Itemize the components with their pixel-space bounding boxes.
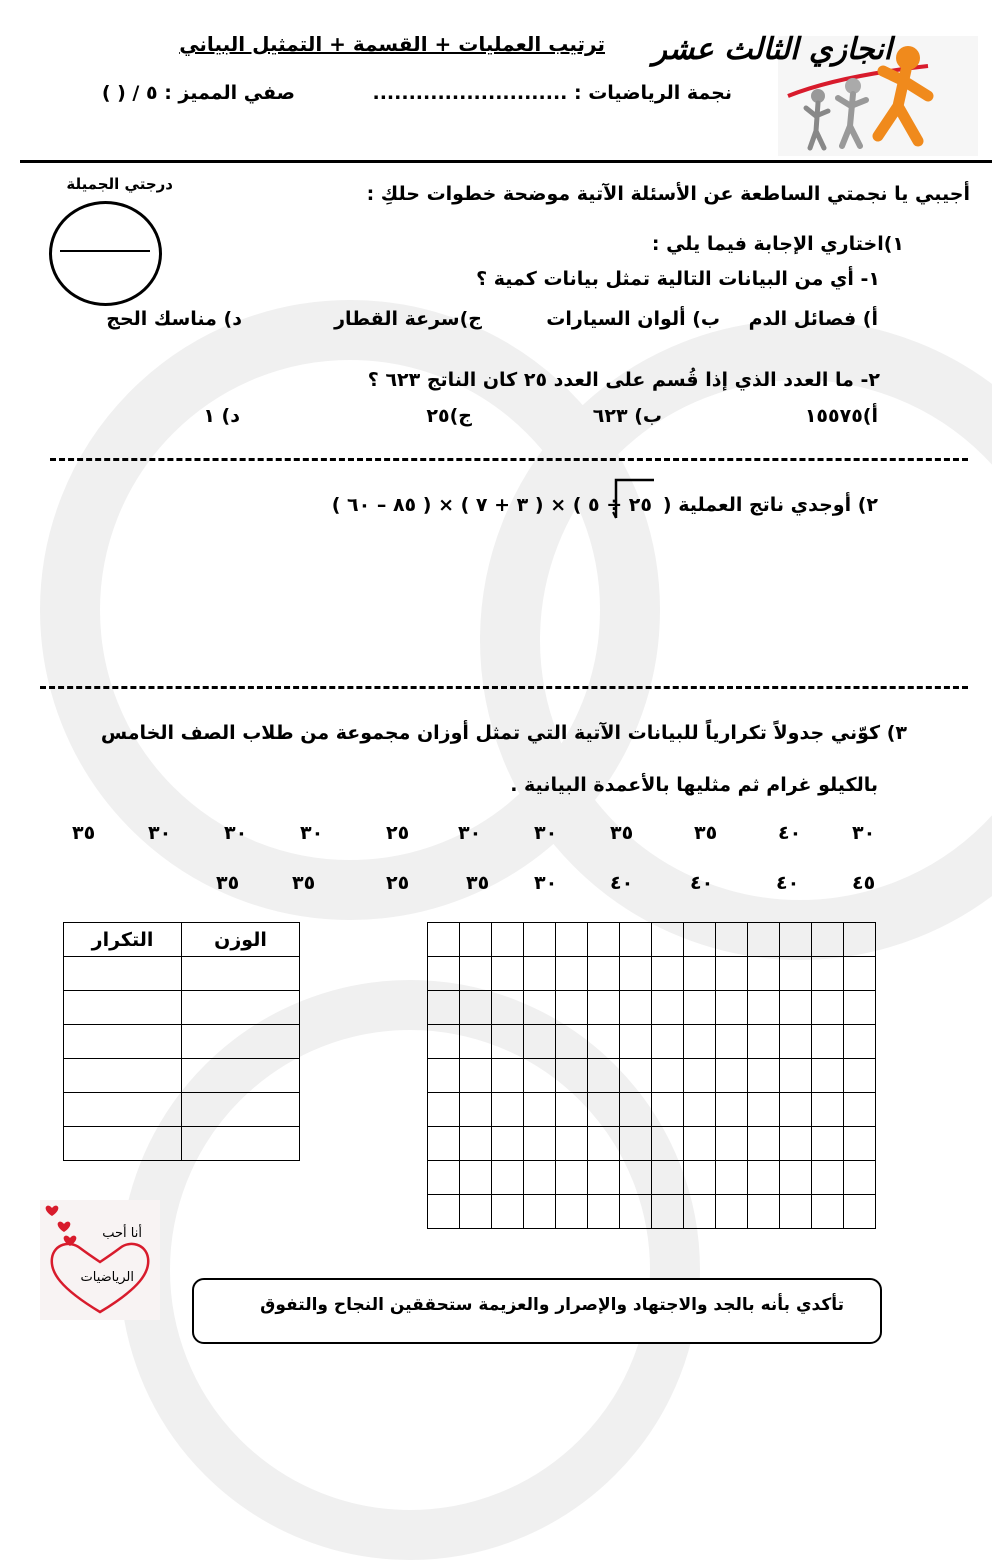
- grid-cell[interactable]: [844, 923, 876, 957]
- data-value: ٣٥: [292, 872, 316, 894]
- grid-cell[interactable]: [652, 1093, 684, 1127]
- data-value: ٣٠: [852, 822, 876, 844]
- grid-cell[interactable]: [620, 1093, 652, 1127]
- logo-title: انجازي الثالث عشر: [652, 32, 892, 67]
- grid-cell[interactable]: [684, 1195, 716, 1229]
- grid-cell[interactable]: [652, 1025, 684, 1059]
- data-value: ٣٥: [694, 822, 718, 844]
- data-value: ٢٥: [386, 822, 410, 844]
- intro-text: أجيبي يا نجمتي الساطعة عن الأسئلة الآتية موضحة خطوات حلكِ :: [366, 183, 970, 205]
- grid-cell[interactable]: [556, 923, 588, 957]
- grid-cell[interactable]: [556, 991, 588, 1025]
- data-value: ٣٠: [534, 822, 558, 844]
- grid-cell[interactable]: [556, 1127, 588, 1161]
- data-value: ٣٥: [610, 822, 634, 844]
- grid-cell[interactable]: [588, 1127, 620, 1161]
- grid-cell[interactable]: [684, 957, 716, 991]
- grid-cell[interactable]: [716, 1059, 748, 1093]
- grid-cell[interactable]: [844, 1059, 876, 1093]
- grid-row: [428, 1127, 876, 1161]
- grid-cell[interactable]: [780, 991, 812, 1025]
- q1-item2-option-d: د) ١: [203, 405, 240, 427]
- grid-cell[interactable]: [748, 923, 780, 957]
- table-row: [64, 1025, 300, 1059]
- grid-cell[interactable]: [780, 1025, 812, 1059]
- table-row: [64, 1059, 300, 1093]
- grid-cell[interactable]: [460, 1195, 492, 1229]
- grid-cell[interactable]: [812, 1195, 844, 1229]
- grid-cell[interactable]: [556, 1195, 588, 1229]
- table-row: [64, 1093, 300, 1127]
- q1-item2-question: ٢- ما العدد الذي إذا قُسم على العدد ٢٥ كان الناتج ٦٢٣ ؟: [367, 369, 880, 391]
- frequency-cell[interactable]: [64, 957, 182, 991]
- student-name-label: نجمة الرياضيات : ...........................: [372, 82, 732, 104]
- heart-icon: [40, 1200, 160, 1320]
- grid-cell[interactable]: [428, 923, 460, 957]
- grid-cell[interactable]: [684, 1093, 716, 1127]
- grid-row: [428, 1059, 876, 1093]
- grid-cell[interactable]: [844, 1195, 876, 1229]
- grid-cell[interactable]: [556, 1093, 588, 1127]
- q1-item1-option-a: أ) فصائل الدم: [748, 308, 878, 330]
- header-divider: [20, 160, 992, 163]
- grid-cell[interactable]: [684, 1127, 716, 1161]
- grid-cell[interactable]: [716, 991, 748, 1025]
- grid-cell[interactable]: [428, 991, 460, 1025]
- grid-cell[interactable]: [460, 991, 492, 1025]
- love-math-sticker: [40, 1200, 160, 1320]
- grid-cell[interactable]: [844, 1093, 876, 1127]
- grid-cell[interactable]: [588, 957, 620, 991]
- grid-cell[interactable]: [588, 1059, 620, 1093]
- grid-cell[interactable]: [812, 1025, 844, 1059]
- bar-graph-grid[interactable]: [427, 922, 876, 1229]
- grid-cell[interactable]: [492, 923, 524, 957]
- grid-cell[interactable]: [556, 1059, 588, 1093]
- grid-cell[interactable]: [524, 1195, 556, 1229]
- grid-cell[interactable]: [748, 1025, 780, 1059]
- grid-cell[interactable]: [844, 957, 876, 991]
- grid-row: [428, 1093, 876, 1127]
- grid-cell[interactable]: [492, 1195, 524, 1229]
- grid-row: [428, 1025, 876, 1059]
- grid-cell[interactable]: [620, 1195, 652, 1229]
- data-value: ٤٥: [852, 872, 876, 894]
- grid-cell[interactable]: [684, 923, 716, 957]
- grid-cell[interactable]: [524, 1093, 556, 1127]
- grid-cell[interactable]: [716, 923, 748, 957]
- grid-cell[interactable]: [684, 1059, 716, 1093]
- topic-title: ترتيب العمليات + القسمة + التمثيل البياني: [179, 32, 605, 56]
- grid-cell[interactable]: [748, 1195, 780, 1229]
- grid-cell[interactable]: [460, 1093, 492, 1127]
- frequency-cell[interactable]: [64, 991, 182, 1025]
- grid-cell[interactable]: [460, 1127, 492, 1161]
- grid-cell[interactable]: [652, 1195, 684, 1229]
- q2-label: ٢) أوجدي ناتج العملية (: [662, 494, 878, 516]
- data-value: ٢٥: [386, 872, 410, 894]
- grid-cell[interactable]: [620, 1127, 652, 1161]
- weight-cell[interactable]: [182, 1127, 300, 1161]
- grid-cell[interactable]: [620, 957, 652, 991]
- data-value: ٤٠: [776, 872, 800, 894]
- grid-cell[interactable]: [812, 1127, 844, 1161]
- grid-cell[interactable]: [716, 1127, 748, 1161]
- grid-cell[interactable]: [428, 1127, 460, 1161]
- frequency-cell[interactable]: [64, 1059, 182, 1093]
- grid-cell[interactable]: [844, 1127, 876, 1161]
- grid-cell[interactable]: [556, 1161, 588, 1195]
- data-value: ٣٠: [300, 822, 324, 844]
- grid-cell[interactable]: [492, 1127, 524, 1161]
- table-row: [64, 957, 300, 991]
- grid-row: [428, 923, 876, 957]
- table-header-frequency: التكرار: [64, 923, 182, 957]
- grid-cell[interactable]: [812, 1059, 844, 1093]
- grid-cell[interactable]: [492, 991, 524, 1025]
- grid-cell[interactable]: [620, 1161, 652, 1195]
- data-value: ٣٠: [148, 822, 172, 844]
- grid-cell[interactable]: [812, 991, 844, 1025]
- grid-cell[interactable]: [684, 991, 716, 1025]
- grid-cell[interactable]: [524, 957, 556, 991]
- grid-cell[interactable]: [460, 1161, 492, 1195]
- grid-cell[interactable]: [588, 1195, 620, 1229]
- data-value: ٣٠: [458, 822, 482, 844]
- grid-cell[interactable]: [492, 1161, 524, 1195]
- grid-cell[interactable]: [460, 1025, 492, 1059]
- grid-cell[interactable]: [556, 1025, 588, 1059]
- grid-cell[interactable]: [716, 1025, 748, 1059]
- sticker-line2: الرياضيات: [80, 1270, 134, 1285]
- grid-cell[interactable]: [652, 957, 684, 991]
- grid-cell[interactable]: [524, 1161, 556, 1195]
- grid-cell[interactable]: [460, 1059, 492, 1093]
- grid-cell[interactable]: [812, 923, 844, 957]
- frequency-cell[interactable]: [64, 1025, 182, 1059]
- data-value: ٣٥: [216, 872, 240, 894]
- weight-cell[interactable]: [182, 1025, 300, 1059]
- table-row: [64, 991, 300, 1025]
- grid-cell[interactable]: [780, 1093, 812, 1127]
- grid-cell[interactable]: [748, 1093, 780, 1127]
- grid-cell[interactable]: [780, 1127, 812, 1161]
- grid-cell[interactable]: [524, 1025, 556, 1059]
- grid-cell[interactable]: [780, 923, 812, 957]
- frequency-table: [63, 922, 300, 1161]
- q1-item2-option-c: ج)٢٥: [426, 405, 472, 427]
- grid-cell[interactable]: [428, 1161, 460, 1195]
- q3-line2: بالكيلو غرام ثم مثليها بالأعمدة البيانية .: [510, 774, 878, 796]
- grid-row: [428, 957, 876, 991]
- grid-cell[interactable]: [588, 1093, 620, 1127]
- grade-label: درجتي الجميلة: [66, 175, 173, 193]
- q2-expression: ٢٥ ÷ ٥ ) × ( ٣ + ٧ ) × ( ٨٥ – ٦٠ ): [331, 494, 652, 516]
- grid-cell[interactable]: [716, 957, 748, 991]
- grid-cell[interactable]: [748, 1127, 780, 1161]
- grid-cell[interactable]: [620, 923, 652, 957]
- data-value: ٣٠: [224, 822, 248, 844]
- table-row: [64, 1127, 300, 1161]
- grid-cell[interactable]: [780, 1059, 812, 1093]
- grid-row: [428, 1161, 876, 1195]
- grid-cell[interactable]: [844, 1025, 876, 1059]
- root-sign-icon: [612, 478, 656, 522]
- grid-cell[interactable]: [428, 1195, 460, 1229]
- data-value: ٣٠: [534, 872, 558, 894]
- frequency-cell[interactable]: [64, 1127, 182, 1161]
- grid-cell[interactable]: [812, 957, 844, 991]
- grid-cell[interactable]: [620, 1059, 652, 1093]
- grid-cell[interactable]: [780, 1161, 812, 1195]
- grid-cell[interactable]: [428, 1059, 460, 1093]
- grid-cell[interactable]: [524, 991, 556, 1025]
- grid-cell[interactable]: [524, 923, 556, 957]
- grid-cell[interactable]: [588, 923, 620, 957]
- grid-cell[interactable]: [460, 923, 492, 957]
- grid-cell[interactable]: [524, 1127, 556, 1161]
- grid-cell[interactable]: [652, 1059, 684, 1093]
- grid-cell[interactable]: [492, 1025, 524, 1059]
- q1-title: ١)اختاري الإجابة فيما يلي :: [651, 233, 904, 255]
- motto-text: تأكدي بأنه بالجد والاجتهاد والإصرار والعزيمة ستحققين النجاح والتفوق: [260, 1295, 844, 1315]
- grid-cell[interactable]: [652, 923, 684, 957]
- data-value: ٤٠: [778, 822, 802, 844]
- grid-cell[interactable]: [684, 1025, 716, 1059]
- grade-circle: [49, 201, 162, 306]
- grid-cell[interactable]: [556, 957, 588, 991]
- weight-cell[interactable]: [182, 957, 300, 991]
- grade-line: [60, 250, 150, 252]
- grid-cell[interactable]: [428, 1093, 460, 1127]
- grid-cell[interactable]: [620, 1025, 652, 1059]
- class-label: صفي المميز : ٥ / ( ): [101, 82, 295, 104]
- grid-cell[interactable]: [844, 1161, 876, 1195]
- grid-cell[interactable]: [588, 1161, 620, 1195]
- grid-cell[interactable]: [716, 1195, 748, 1229]
- weight-cell[interactable]: [182, 1093, 300, 1127]
- data-value: ٤٠: [690, 872, 714, 894]
- grid-cell[interactable]: [748, 1161, 780, 1195]
- data-value: ٣٥: [72, 822, 96, 844]
- grid-cell[interactable]: [748, 957, 780, 991]
- grid-cell[interactable]: [652, 991, 684, 1025]
- grid-cell[interactable]: [492, 1093, 524, 1127]
- grid-cell[interactable]: [684, 1161, 716, 1195]
- grid-cell[interactable]: [428, 1025, 460, 1059]
- grid-cell[interactable]: [812, 1161, 844, 1195]
- q1-item1-option-c: ج)سرعة القطار: [334, 308, 482, 330]
- grid-cell[interactable]: [588, 991, 620, 1025]
- q1-item1-option-b: ب) ألوان السيارات: [546, 308, 720, 330]
- grid-cell[interactable]: [844, 991, 876, 1025]
- table-header-weight: الوزن: [182, 923, 300, 957]
- q1-item1-option-d: د) مناسك الحج: [106, 308, 242, 330]
- grid-cell[interactable]: [588, 1025, 620, 1059]
- grid-cell[interactable]: [428, 957, 460, 991]
- grid-cell[interactable]: [780, 957, 812, 991]
- q1-item1-question: ١- أي من البيانات التالية تمثل بيانات كمية ؟: [476, 268, 880, 290]
- frequency-cell[interactable]: [64, 1093, 182, 1127]
- divider-2: [40, 686, 968, 689]
- weight-cell[interactable]: [182, 991, 300, 1025]
- grid-cell[interactable]: [780, 1195, 812, 1229]
- grid-cell[interactable]: [492, 1059, 524, 1093]
- grid-cell[interactable]: [748, 991, 780, 1025]
- grid-row: [428, 1195, 876, 1229]
- data-value: ٣٥: [466, 872, 490, 894]
- grid-cell[interactable]: [460, 957, 492, 991]
- grid-cell[interactable]: [748, 1059, 780, 1093]
- q1-item2-option-a: أ)١٥٥٧٥: [804, 405, 878, 427]
- grid-cell[interactable]: [524, 1059, 556, 1093]
- grid-cell[interactable]: [620, 991, 652, 1025]
- q1-item2-option-b: ب) ٦٢٣: [592, 405, 662, 427]
- grid-cell[interactable]: [716, 1161, 748, 1195]
- grid-row: [428, 991, 876, 1025]
- grid-cell[interactable]: [812, 1093, 844, 1127]
- q3-line1: ٣) كوّني جدولاً تكرارياً للبيانات الآتية التي تمثل أوزان مجموعة من طلاب الصف الخامس: [100, 722, 907, 744]
- grid-cell[interactable]: [652, 1127, 684, 1161]
- data-value: ٤٠: [610, 872, 634, 894]
- weight-cell[interactable]: [182, 1059, 300, 1093]
- divider-1: [50, 458, 968, 461]
- grid-cell[interactable]: [652, 1161, 684, 1195]
- grid-cell[interactable]: [492, 957, 524, 991]
- sticker-line1: أنا أحب: [102, 1226, 142, 1241]
- grid-cell[interactable]: [716, 1093, 748, 1127]
